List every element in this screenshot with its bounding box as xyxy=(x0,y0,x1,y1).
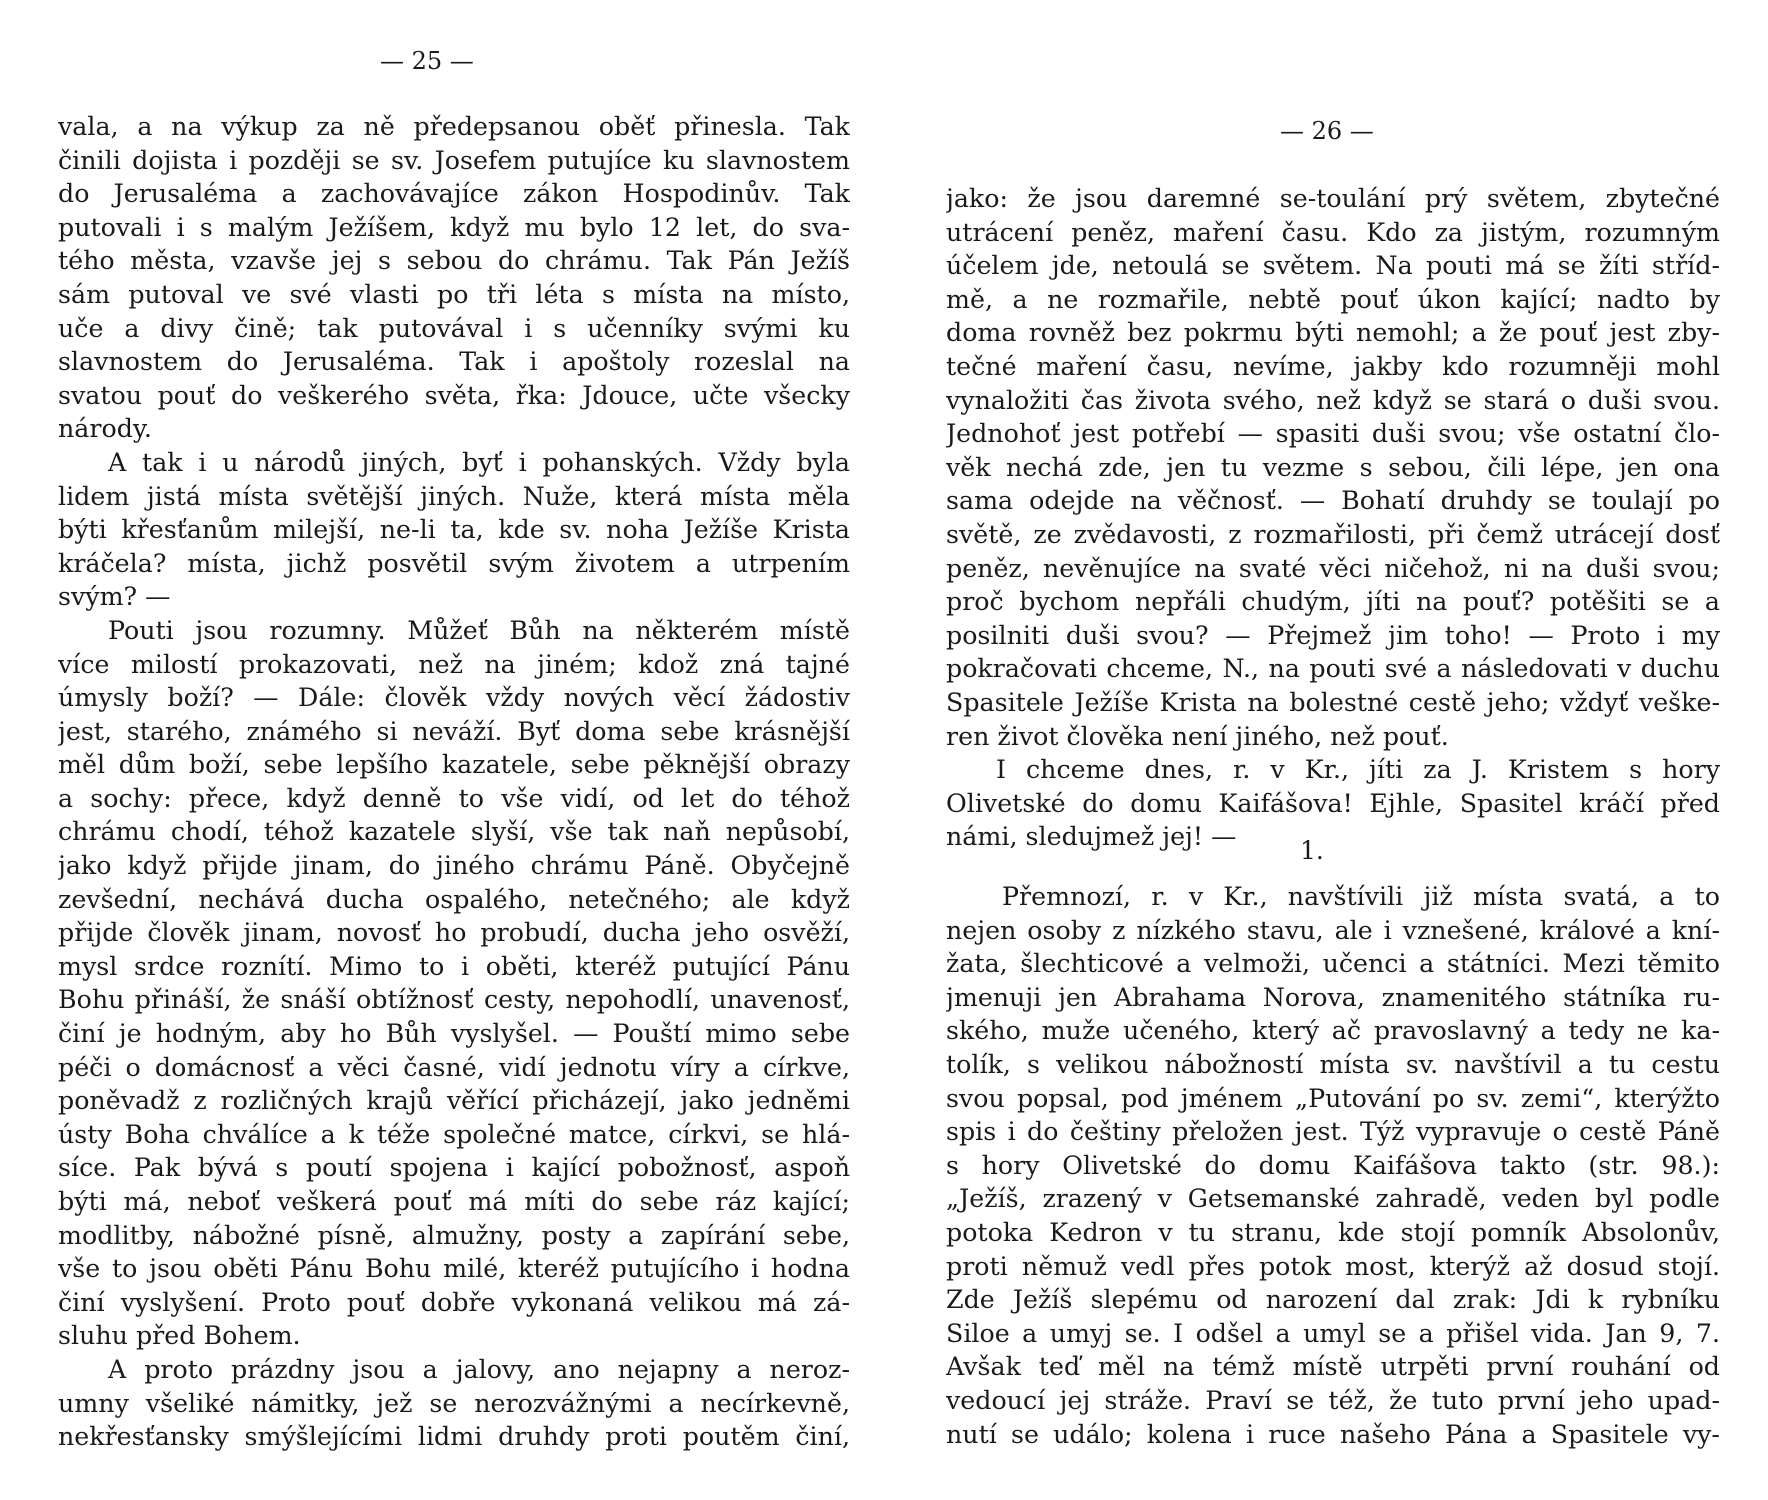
text-line: modlitby, nábožné písně, almužny, posty a zapírání sebe, xyxy=(58,1220,850,1250)
text-line: proti němuž vedl přes potok most, kterýž až dosud stojí. xyxy=(946,1251,1720,1281)
text-line: mysl srdce roznítí. Mimo to i oběti, kteréž putující Pánu xyxy=(58,951,850,981)
text-line: více milostí prokazovati, než na jiném; kdož zná tajné xyxy=(58,649,850,679)
text-line: Přemnozí, r. v Kr., navštívili již místa svatá, a to xyxy=(1002,882,1720,911)
text-line: spis i do češtiny přeložen jest. Týž vypravuje o cestě Páně xyxy=(946,1117,1720,1147)
text-line: jest, starého, známého si neváží. Byť doma sebe krásnější xyxy=(58,716,850,746)
text-line: vše to jsou oběti Pánu Bohu milé, kteréž putujícího i hodna xyxy=(58,1254,850,1284)
text-line: I chceme dnes, r. v Kr., jíti za J. Kristem s hory xyxy=(996,755,1720,785)
text-line: A proto prázdny jsou a jalovy, ano nejapny a neroz- xyxy=(108,1354,850,1384)
text-line: světě, ze zvědavosti, z rozmařilosti, při čemž utrácejí dosť xyxy=(946,519,1720,549)
text-line: proč bychom nepřáli chudým, jíti na pouť? potěšiti se a xyxy=(946,587,1720,617)
text-line: národy. xyxy=(58,414,152,444)
right-page-text xyxy=(946,182,1720,854)
text-line: svou popsal, pod jménem „Putování po sv. zemi“, kterýžto xyxy=(946,1083,1720,1113)
text-line: potoka Kedron v tu stranu, kde stojí pomník Absolonův, xyxy=(946,1217,1720,1247)
text-line: síce. Pak bývá s poutí spojena i kající pobožnosť, aspoň xyxy=(58,1153,850,1183)
text-line: Pouti jsou rozumny. Můžeť Bůh na některém místě xyxy=(108,615,850,645)
text-line: sám putoval ve své vlasti po tři léta s místa na místo, xyxy=(58,279,850,309)
left-page-text xyxy=(58,110,850,1454)
text-line: peněz, nevěnujíce na svaté věci ničehož, ni na duši svou; xyxy=(946,553,1720,583)
text-line: „Ježíš, zrazený v Getsemanské zahradě, veden byl podle xyxy=(946,1184,1720,1214)
text-line: jmenuji jen Abrahama Norova, znamenitého státníka ru- xyxy=(946,982,1720,1012)
text-line: úmysly boží? — Dále: člověk vždy nových věcí žádostiv xyxy=(58,683,850,713)
text-line: slavnostem do Jerusaléma. Tak i apoštoly rozeslal na xyxy=(58,347,850,377)
text-line: A tak i u národů jiných, byť i pohanských. Vždy byla xyxy=(108,447,850,477)
text-line: Siloe a umyj se. I odšel a umyl se a přišel vida. Jan 9, 7. xyxy=(946,1318,1720,1348)
text-line: sluhu před Bohem. xyxy=(58,1321,301,1351)
section-number: 1. xyxy=(1300,836,1324,865)
text-line: zevšední, nechává ducha ospalého, netečného; ale když xyxy=(58,884,850,914)
text-line: umny všeliké námitky, jež se nerozvážnými a necírkevně, xyxy=(58,1388,850,1418)
page-number-right: — 26 — xyxy=(1280,117,1374,145)
text-line: a sochy: přece, když denně to vše vidí, od let do téhož xyxy=(58,783,850,813)
text-line: svatou pouť do veškerého světa, řka: Jdouce, učte všecky xyxy=(58,380,850,410)
text-line: žata, šlechticové a velmoži, učenci a státníci. Mezi těmito xyxy=(946,949,1720,979)
text-line: tého města, vzavše jej s sebou do chrámu. Tak Pán Ježíš xyxy=(58,246,850,276)
text-line: nejen osoby z nízkého stavu, ale i vznešené, králové a kní- xyxy=(946,915,1720,945)
text-line: péči o domácnosť a věci časné, vidí jednotu víry a církve, xyxy=(58,1052,850,1082)
text-line: uče a divy čině; tak putovával i s učenníky svými ku xyxy=(58,313,850,343)
text-line: činili dojista i později se sv. Josefem putujíce ku slavnostem xyxy=(58,145,850,175)
text-line: Spasitele Ježíše Krista na bolestné cestě jeho; vždyť veške- xyxy=(946,687,1720,717)
text-line: ského, muže učeného, který ač pravoslavný a tedy ne ka- xyxy=(946,1016,1720,1046)
text-line: ren život člověka není jiného, než pouť. xyxy=(946,721,1449,751)
text-line: utrácení peněz, maření času. Kdo za jistým, rozumným xyxy=(946,217,1720,247)
text-line: tolík, s velikou nábožností místa sv. navštívil a tu cestu xyxy=(946,1049,1720,1079)
text-line: býti má, neboť veškerá pouť má míti do sebe ráz kající; xyxy=(58,1187,850,1216)
page-number-left: — 25 — xyxy=(380,47,474,75)
text-line: poněvadž z rozličných krajů věřící přicházejí, jako jedněmi xyxy=(58,1086,850,1116)
text-line: doma rovněž bez pokrmu býti nemohl; a že pouť jest zby- xyxy=(946,318,1720,348)
text-line: mě, a ne rozmařile, nebtě pouť úkon kající; nadto by xyxy=(946,284,1720,314)
text-line: Bohu přináší, že snáší obtížnosť cesty, nepohodlí, unavenosť, xyxy=(58,985,850,1015)
text-line: ústy Boha chválíce a k téže společné matce, církvi, se hlá- xyxy=(58,1119,850,1149)
text-line: vala, a na výkup za ně předepsanou oběť přinesla. Tak xyxy=(58,112,850,141)
text-line: jako: že jsou daremné se-toulání prý světem, zbytečné xyxy=(946,184,1720,213)
text-line: kráčela? místa, jichž posvětil svým životem a utrpením xyxy=(58,548,850,578)
text-line: účelem jde, netoulá se světem. Na pouti má se žíti stříd- xyxy=(946,251,1720,281)
text-line: Olivetské do domu Kaifášova! Ejhle, Spasitel kráčí před xyxy=(946,788,1720,818)
text-line: Zde Ježíš slepému od narození dal zrak: Jdi k rybníku xyxy=(946,1285,1720,1315)
text-line: do Jerusaléma a zachovávajíce zákon Hospodinův. Tak xyxy=(58,179,850,209)
text-line: chrámu chodí, téhož kazatele slyší, vše tak naň nepůsobí, xyxy=(58,817,850,847)
text-line: putovali i s malým Ježíšem, když mu bylo 12 let, do sva- xyxy=(58,212,850,242)
right-page-section-text xyxy=(946,880,1720,1451)
text-line: činí je hodným, aby ho Bůh vyslyšel. — Pouští mimo sebe xyxy=(58,1019,850,1049)
text-line: s hory Olivetské do domu Kaifášova takto (str. 98.): xyxy=(946,1150,1720,1180)
text-line: svým? — xyxy=(58,582,171,612)
text-line: býti křesťanům milejší, ne-li ta, kde sv. noha Ježíše Krista xyxy=(58,515,850,545)
text-line: věk nechá zde, jen tu vezme s sebou, čili lépe, jen ona xyxy=(946,452,1720,482)
text-line: Avšak teď měl na témž místě utrpěti první rouhání od xyxy=(946,1352,1720,1382)
text-line: Jednohoť jest potřebí — spasiti duši svou; vše ostatní člo- xyxy=(946,419,1720,449)
text-line: vynaložiti čas života svého, než když se stará o duši svou. xyxy=(946,385,1720,415)
text-line: tečné maření času, nevíme, jakby kdo rozumněji mohl xyxy=(946,351,1720,381)
text-line: nutí se událo; kolena i ruce našeho Pána a Spasitele vy- xyxy=(946,1419,1720,1449)
text-line: vedoucí jej stráže. Praví se též, že tuto první jeho upad- xyxy=(946,1385,1720,1415)
text-line: lidem jistá místa světější jiných. Nuže, která místa měla xyxy=(58,481,850,511)
text-line: nekřesťansky smýšlejícími lidmi druhdy proti poutěm činí, xyxy=(58,1422,850,1452)
text-line: činí vyslyšení. Proto pouť dobře vykonaná velikou má zá- xyxy=(58,1287,850,1317)
text-line: posilniti duši svou? — Přejmež jim toho! — Proto i my xyxy=(946,620,1720,650)
text-line: pokračovati chceme, N., na pouti své a následovati v duchu xyxy=(946,654,1720,684)
text-line: námi, sledujmež jej! — xyxy=(946,822,1237,852)
text-line: sama odejde na věčnosť. — Bohatí druhdy se toulají po xyxy=(946,486,1720,516)
text-line: jako když přijde jinam, do jiného chrámu Páně. Obyčejně xyxy=(58,851,850,881)
text-line: přijde člověk jinam, novosť ho probudí, ducha jeho osvěží, xyxy=(58,918,850,948)
text-line: měl dům boží, sebe lepšího kazatele, sebe pěknější obrazy xyxy=(58,750,850,780)
